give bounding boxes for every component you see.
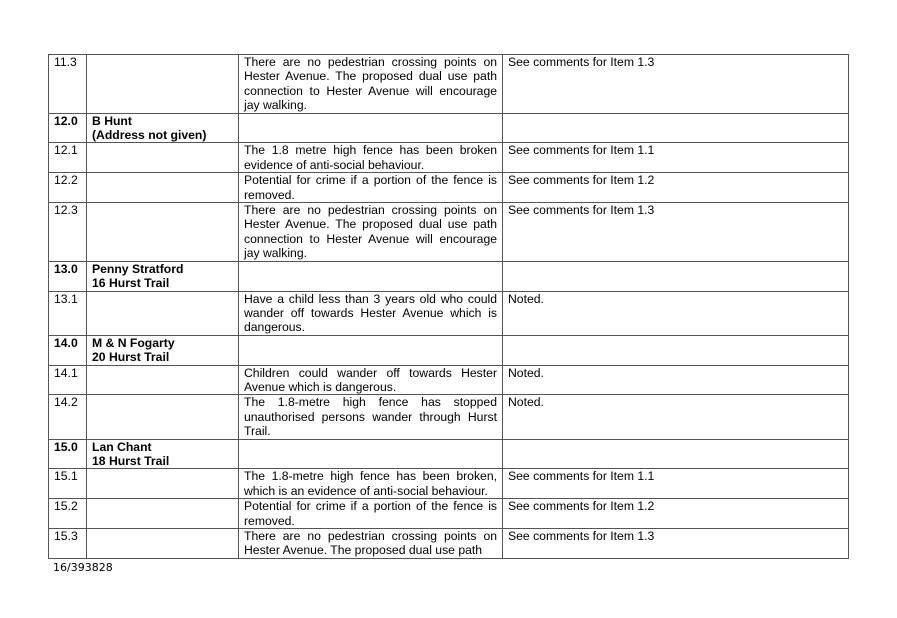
comment-cell: The 1.8-metre high fence has stopped unauthorised persons wander through Hurst Trail.	[239, 395, 503, 439]
comment-cell	[239, 439, 503, 469]
item-number: 12.3	[49, 203, 87, 262]
document-reference: 16/393828	[53, 561, 113, 574]
submitter-cell	[87, 261, 239, 291]
item-number: 11.3	[49, 55, 87, 114]
response-cell: See comments for Item 1.3	[503, 203, 849, 262]
response-cell: Noted.	[503, 365, 849, 395]
item-number: 15.3	[49, 529, 87, 559]
response-cell: See comments for Item 1.3	[503, 529, 849, 559]
submitter-cell	[87, 499, 239, 529]
response-cell: See comments for Item 1.2	[503, 173, 849, 203]
comment-row	[49, 365, 849, 395]
submitter-address: (Address not given)	[92, 128, 207, 143]
comment-cell: There are no pedestrian crossing points on Hester Avenue. The proposed dual use path connection to Hester Avenue will encourage jay walking.	[239, 203, 503, 262]
comment-cell	[239, 261, 503, 291]
item-number: 14.1	[49, 365, 87, 395]
submitter-cell	[87, 55, 239, 114]
response-cell	[503, 261, 849, 291]
submissions-table-body	[49, 55, 849, 559]
submitter-heading-row	[49, 113, 849, 143]
submitter-cell	[87, 113, 239, 143]
submitter-cell	[87, 203, 239, 262]
item-number: 15.2	[49, 499, 87, 529]
comment-row	[49, 55, 849, 114]
item-number: 13.1	[49, 291, 87, 335]
response-cell: See comments for Item 1.1	[503, 143, 849, 173]
response-cell	[503, 113, 849, 143]
item-number: 12.2	[49, 173, 87, 203]
submitter-cell	[87, 291, 239, 335]
comment-cell: Potential for crime if a portion of the fence is removed.	[239, 499, 503, 529]
comment-row	[49, 291, 849, 335]
comment-cell: The 1.8 metre high fence has been broken evidence of anti-social behaviour.	[239, 143, 503, 173]
submitter-cell	[87, 439, 239, 469]
submitter-name: Penny Stratford	[92, 261, 184, 276]
submitter-name: Lan Chant	[92, 439, 152, 454]
item-number: 14.0	[49, 335, 87, 365]
item-number: 15.1	[49, 469, 87, 499]
submitter-cell	[87, 143, 239, 173]
submitter-cell	[87, 529, 239, 559]
comment-cell: There are no pedestrian crossing points on Hester Avenue. The proposed dual use path	[239, 529, 503, 559]
item-number: 14.2	[49, 395, 87, 439]
submitter-cell	[87, 335, 239, 365]
submitter-address: 18 Hurst Trail	[92, 453, 170, 468]
comment-row	[49, 469, 849, 499]
comment-cell: Have a child less than 3 years old who could wander off towards Hester Avenue which is dangerous.	[239, 291, 503, 335]
submitter-cell	[87, 365, 239, 395]
response-cell: See comments for Item 1.2	[503, 499, 849, 529]
response-cell: See comments for Item 1.3	[503, 55, 849, 114]
response-cell	[503, 335, 849, 365]
comment-row	[49, 143, 849, 173]
comment-cell: Children could wander off towards Hester Avenue which is dangerous.	[239, 365, 503, 395]
submitter-address: 20 Hurst Trail	[92, 350, 170, 365]
item-number: 13.0	[49, 261, 87, 291]
comment-cell: The 1.8-metre high fence has been broken, which is an evidence of anti-social behaviour.	[239, 469, 503, 499]
comment-cell: Potential for crime if a portion of the fence is removed.	[239, 173, 503, 203]
comment-cell	[239, 335, 503, 365]
item-number: 12.0	[49, 113, 87, 143]
item-number: 15.0	[49, 439, 87, 469]
submitter-cell	[87, 469, 239, 499]
submitter-heading-row	[49, 439, 849, 469]
submissions-table	[48, 54, 849, 559]
comment-row	[49, 173, 849, 203]
submitter-cell	[87, 395, 239, 439]
submitter-name: M & N Fogarty	[92, 335, 175, 350]
submitter-cell	[87, 173, 239, 203]
response-cell	[503, 439, 849, 469]
submitter-address: 16 Hurst Trail	[92, 276, 170, 291]
comment-cell: There are no pedestrian crossing points on Hester Avenue. The proposed dual use path connection to Hester Avenue will encourage jay walking.	[239, 55, 503, 114]
comment-row	[49, 203, 849, 262]
item-number: 12.1	[49, 143, 87, 173]
comment-row	[49, 529, 849, 559]
submitter-name: B Hunt	[92, 113, 132, 128]
response-cell: See comments for Item 1.1	[503, 469, 849, 499]
response-cell: Noted.	[503, 395, 849, 439]
comment-row	[49, 395, 849, 439]
comment-row	[49, 499, 849, 529]
submitter-heading-row	[49, 261, 849, 291]
response-cell: Noted.	[503, 291, 849, 335]
comment-cell	[239, 113, 503, 143]
submitter-heading-row	[49, 335, 849, 365]
